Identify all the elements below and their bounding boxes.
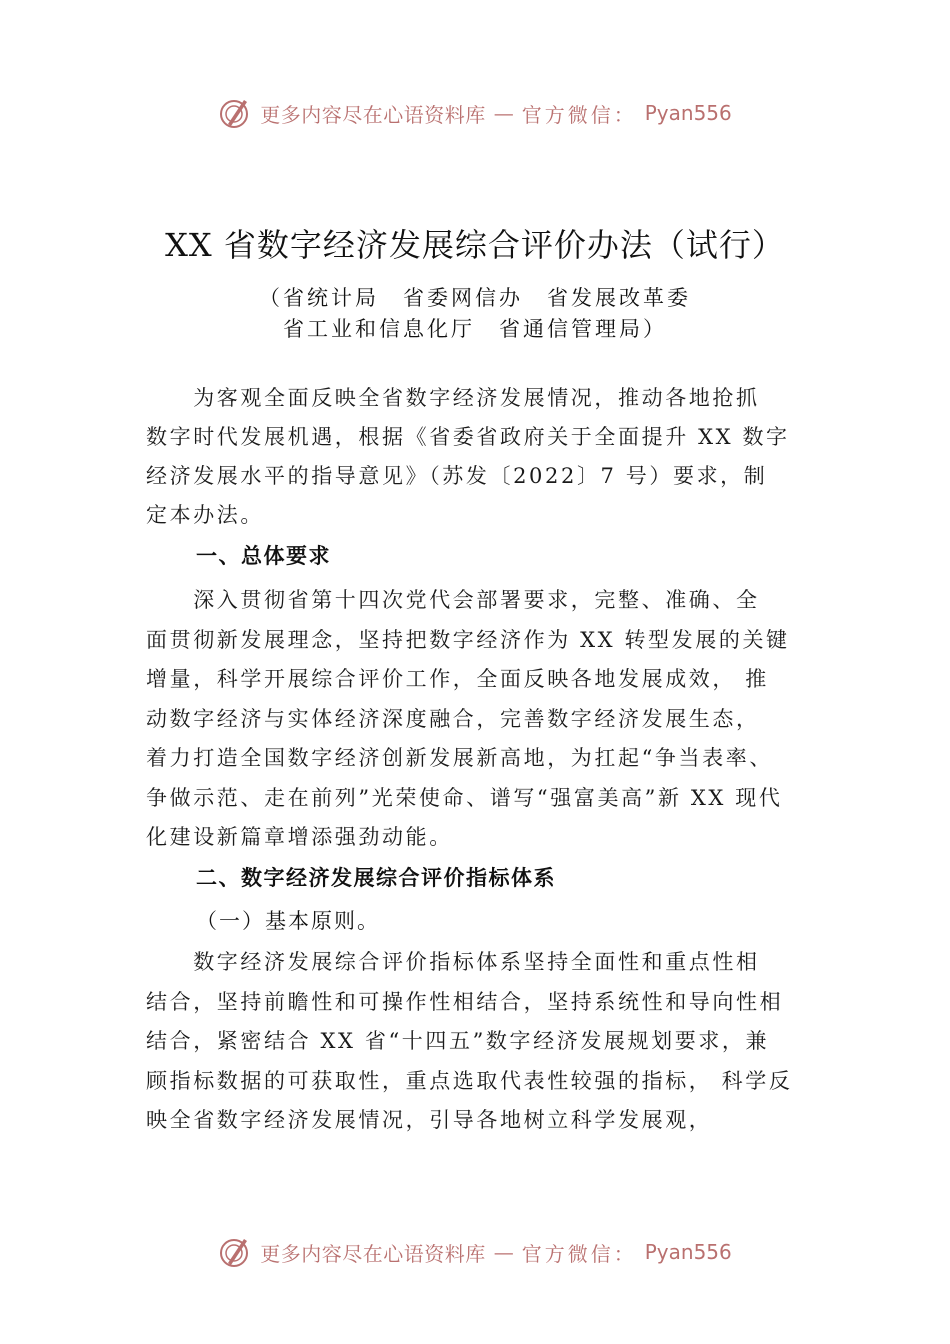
watermark-wechat-id: Pyan556	[644, 101, 732, 125]
intro-line: 数字时代发展机遇，根据《省委省政府关于全面提升 XX 数字	[146, 425, 790, 449]
section-1-line: 化建设新篇章增添强劲动能。	[146, 825, 453, 849]
document-title: XX 省数字经济发展综合评价办法（试行）	[165, 226, 785, 264]
header-watermark	[0, 96, 950, 130]
section-1-line: 争做示范、走在前列”光荣使命、谱写“强富美高”新 XX 现代	[146, 786, 783, 810]
watermark-wechat-id: Pyan556	[644, 1240, 732, 1264]
section-1-line: 增量，科学开展综合评价工作，全面反映各地发展成效， 推	[146, 667, 769, 691]
footer-watermark	[0, 1235, 950, 1269]
subsection-1-heading: （一）基本原则。	[196, 909, 380, 933]
intro-line: 定本办法。	[146, 503, 264, 527]
issuers-line-1: （省统计局 省委网信办 省发展改革委	[259, 286, 691, 310]
intro-line: 为客观全面反映全省数字经济发展情况，推动各地抢抓	[146, 386, 760, 410]
intro-line: 经济发展水平的指导意见》（苏发〔2022〕7 号）要求，制	[146, 464, 768, 488]
section-2-heading: 二、数字经济发展综合评价指标体系	[196, 866, 556, 890]
quill-logo-icon	[218, 96, 252, 130]
watermark-dash: —	[493, 1240, 514, 1264]
watermark-brand: 更多内容尽在心语资料库	[260, 1241, 486, 1266]
section-1-line: 深入贯彻省第十四次党代会部署要求，完整、准确、全	[146, 588, 760, 612]
section-1-line: 动数字经济与实体经济深度融合，完善数字经济发展生态，	[146, 707, 760, 731]
section-1-heading: 一、总体要求	[196, 544, 331, 568]
subsection-1-line: 顾指标数据的可获取性，重点选取代表性较强的指标， 科学反	[146, 1069, 793, 1093]
issuers-line-2: 省工业和信息化厅 省通信管理局）	[283, 317, 667, 341]
watermark-official-label: 官方微信：	[521, 102, 637, 127]
subsection-1-line: 数字经济发展综合评价指标体系坚持全面性和重点性相	[146, 950, 760, 974]
watermark-official-label: 官方微信：	[521, 1241, 637, 1266]
watermark-brand: 更多内容尽在心语资料库	[260, 102, 486, 127]
subsection-1-line: 映全省数字经济发展情况，引导各地树立科学发展观，	[146, 1108, 713, 1132]
watermark-dash: —	[493, 101, 514, 125]
section-1-line: 面贯彻新发展理念，坚持把数字经济作为 XX 转型发展的关键	[146, 628, 790, 652]
subsection-1-line: 结合，坚持前瞻性和可操作性相结合，坚持系统性和导向性相	[146, 990, 784, 1014]
quill-logo-icon	[218, 1235, 252, 1269]
section-1-line: 着力打造全国数字经济创新发展新高地，为扛起“争当表率、	[146, 746, 773, 770]
subsection-1-line: 结合，紧密结合 XX 省“十四五”数字经济发展规划要求，兼	[146, 1029, 770, 1053]
